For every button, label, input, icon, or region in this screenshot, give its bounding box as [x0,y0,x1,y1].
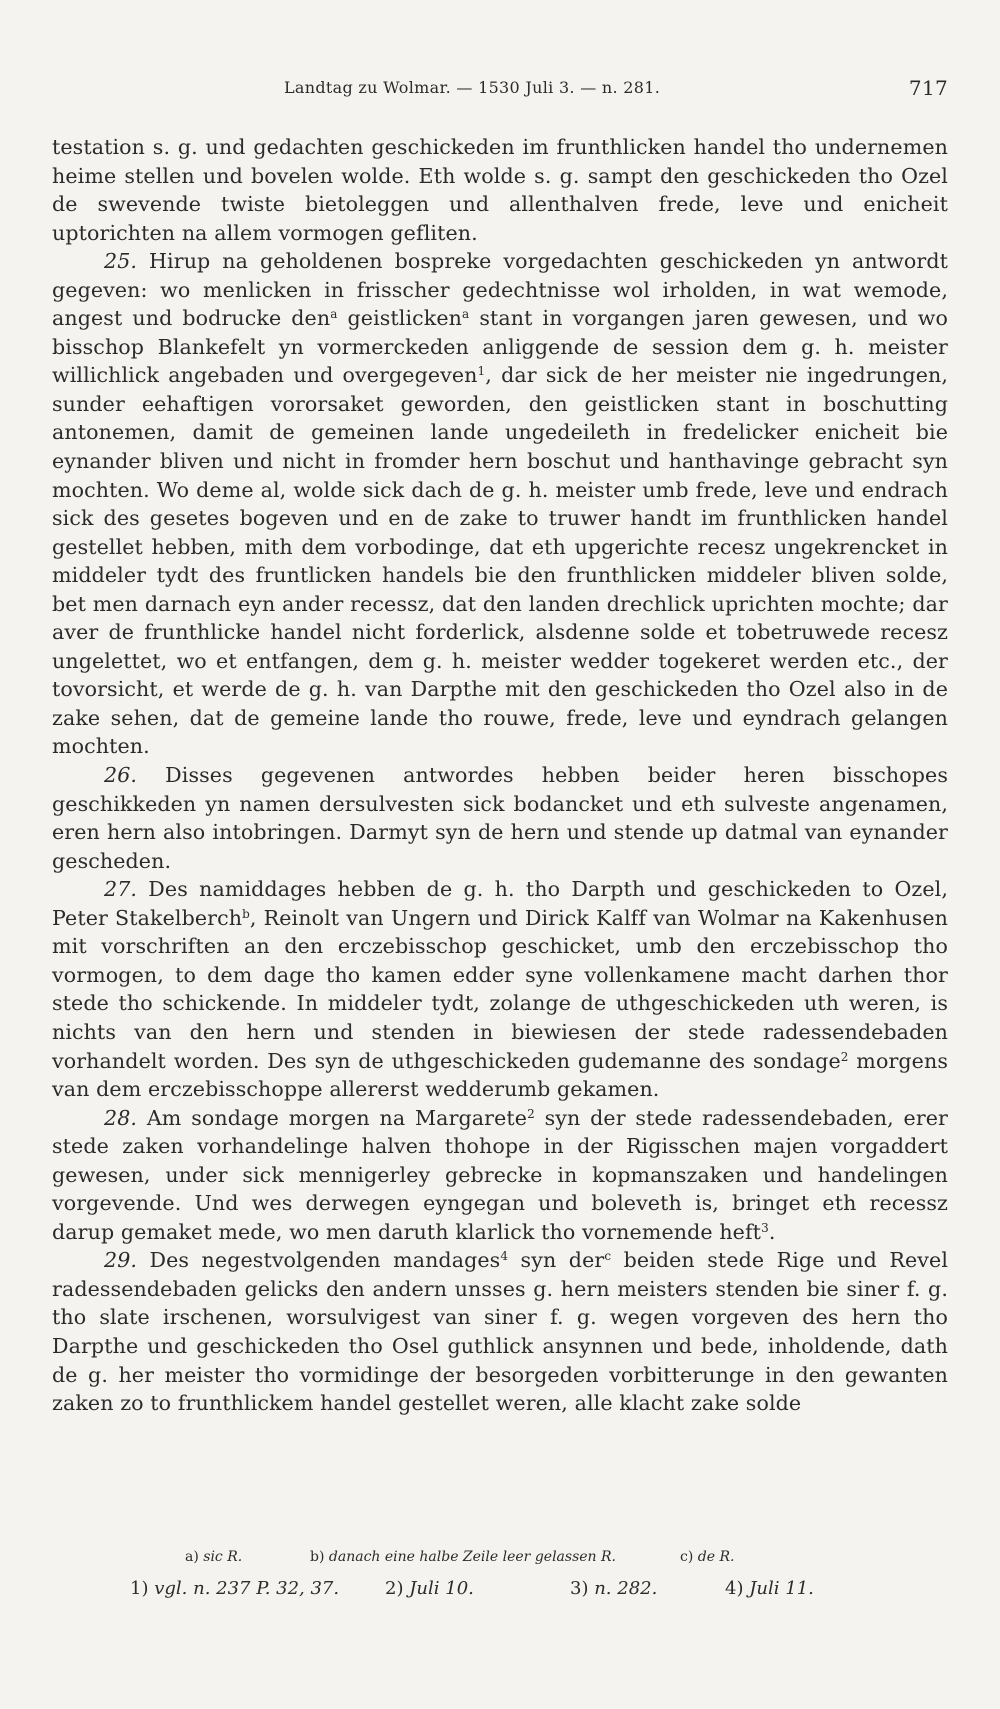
textual-footnotes [185,1549,885,1571]
footnote-mark: 4 [500,1249,509,1264]
footnote-mark: 1) [130,1578,149,1599]
footnote-text: vgl. n. 237 P. 32, 37. [154,1578,340,1599]
paragraph-text: geistlicken [337,306,463,331]
page-number: 717 [908,76,948,100]
paragraph-number: 28. [104,1105,138,1130]
footnote-3 [570,1578,657,1599]
paragraph-number: 27. [104,877,138,902]
running-title: Landtag zu Wolmar. — 1530 Juli 3. — n. 281. [284,78,661,97]
footnote-mark: c) [680,1549,694,1565]
footnote-mark: a [330,307,338,322]
footnote-c [680,1549,734,1565]
paragraph-continuation [52,133,948,247]
footnote-mark: b) [310,1549,325,1565]
footnote-mark: c [604,1249,612,1264]
running-header [52,78,948,102]
paragraph-text: beiden stede Rige und Revel radessendebaden gelicks den andern unsses g. hern meisters stenden bie siner f. g. tho slate irschenen, worsulvigest van siner f. g. wegen vorgeven des hern tho Darpthe und geschickeden tho Osel guthlick ansynnen und bede, inholdende, dath de g. her meister tho vormidinge der besorgeden vorbitterunge in den gewanten zaken zo to frunthlickem handel gestellet weren, alle klacht zake solde [52,1248,949,1416]
paragraph-28 [52,1104,948,1247]
footnote-mark: 3) [570,1578,589,1599]
paragraph-text: Am sondage morgen na Margarete [137,1105,528,1130]
paragraph-number: 29. [104,1248,138,1273]
footnote-text: n. 282. [594,1578,658,1599]
footnote-mark: 2 [527,1106,535,1121]
paragraph-25 [52,247,948,761]
paragraph-text: , Reinolt van Ungern und Dirick Kalff van Wolmar na Kakenhusen mit vorschriften an den erczebisschop geschicket, umb den erczebisschop tho vormogen, to dem dage tho kamen edder syne vollenkamene macht darhen thor stede tho schickende. In middeler tydt, zolange de uthgeschickeden uth weren, is nichts van den hern und stenden in biewiesen der stede radessendebaden vorhandelt worden. Des syn de uthgeschickeden gudemanne des sondage [52,905,948,1073]
footnote-text: Juli 11. [749,1578,814,1599]
paragraph-text: Des negestvolgenden mandages [137,1248,501,1273]
paragraph-text: syn der [508,1248,605,1273]
numbered-footnotes [130,1578,890,1606]
footnote-mark: a) [185,1549,199,1565]
footnote-mark: a [462,307,470,322]
paragraph-29 [52,1246,948,1417]
footnote-text: Juli 10. [409,1578,474,1599]
footnote-a [185,1549,242,1565]
footnote-4 [725,1578,814,1599]
paragraph-text: , dar sick de her meister nie ingedrungen, sunder eehaftigen vororsaket geworden, den geistlicken stant in boschutting antonemen, damit de gemeinen lande ungedeileth in fredelicker enicheit bie eynander bliven und nicht in fromder hern boschut und hanthavinge gebracht syn mochten. Wo deme al, wolde sick dach de g. h. meister umb frede, leve und endrach sick des gesetes bogeven und en de zake to truwer handt im frunthlicken handel gestellet hebben, mith dem vorbodinge, dat eth upgerichte recesz ungekrencket in middeler tydt des fruntlicken handels bie den frunthlicken middeler bliven solde, bet men darnach eyn ander recessz, dat den landen drechlick uprichten mochte; dar aver de frunthlicke handel nicht forderlick, alsdenne solde et tobetruwede recesz ungelettet, wo et entfangen, dem g. h. meister wedder togekeret werden etc., der tovorsicht, et werde de g. h. van Darpthe mit den geschickeden tho Ozel also in de zake sehen, dat de gemeine lande tho rouwe, frede, leve und eyndrach gelangen mochten. [52,363,948,759]
paragraph-26 [52,761,948,875]
paragraph-text: testation s. g. und gedachten geschickeden im frunthlicken handel tho undernemen heime stellen und bovelen wolde. Eth wolde s. g. sampt den geschickeden tho Ozel de swevende twiste bietoleggen und allenthalven frede, leve und enicheit uptorichten na allem vormogen gefliten. [52,135,948,245]
paragraph-27 [52,875,948,1103]
footnote-1 [130,1578,339,1599]
footnote-mark: 2 [840,1049,849,1064]
paragraph-number: 25. [104,249,138,274]
footnote-text: de R. [697,1549,735,1565]
footnote-text: danach eine halbe Zeile leer gelassen R. [328,1549,616,1565]
paragraph-text: morgens van dem erczebisschoppe allererst wedderumb gekamen. [52,1048,948,1102]
footnote-b [310,1549,616,1565]
footnote-mark: 4) [725,1578,744,1599]
paragraph-text: Disses gegevenen antwordes hebben beider heren bisschopes geschikkeden yn namen dersulvesten sick bodancket und eth sulveste angenamen, eren hern also intobringen. Darmyt syn de hern und stende up datmal van eynander gescheden. [52,763,948,873]
main-text [52,133,948,1418]
footnote-mark: 1 [477,364,486,379]
footnote-mark: 3 [761,1220,769,1235]
paragraph-text: stant in vorgangen jaren gewesen, und wo bisschop Blankefelt yn vormerckeden anliggende de session dem g. h. meister willichlick angebaden und overgegeven [52,306,948,388]
paragraph-number: 26. [104,763,138,788]
paragraph-text: syn der stede radessendebaden, erer stede zaken vorhandelinge halven thohope in der Rigisschen majen vorgaddert gewesen, under sick mennigerley gebrecke in kopmanszaken und handelingen vorgevende. Und wes derwegen eyngegan und boleveth is, bringet eth recessz darup gemaket mede, wo men daruth klarlick tho vornemende heft [52,1105,948,1244]
paragraph-text: . [768,1219,776,1244]
footnote-mark: b [242,906,250,921]
paragraph-text: Des namiddages hebben de g. h. tho Darpth und geschickeden to Ozel, Peter Stakelberch [52,877,948,930]
footnote-mark: 2) [385,1578,404,1599]
footnote-text: sic R. [203,1549,243,1565]
paragraph-text: Hirup na geholdenen bospreke vorgedachten geschickeden yn antwordt gegeven: wo menlicken in frisscher gedechtnisse wol irholden, in wat wemode, angest und bodrucke den [52,249,948,331]
footnote-2 [385,1578,474,1599]
